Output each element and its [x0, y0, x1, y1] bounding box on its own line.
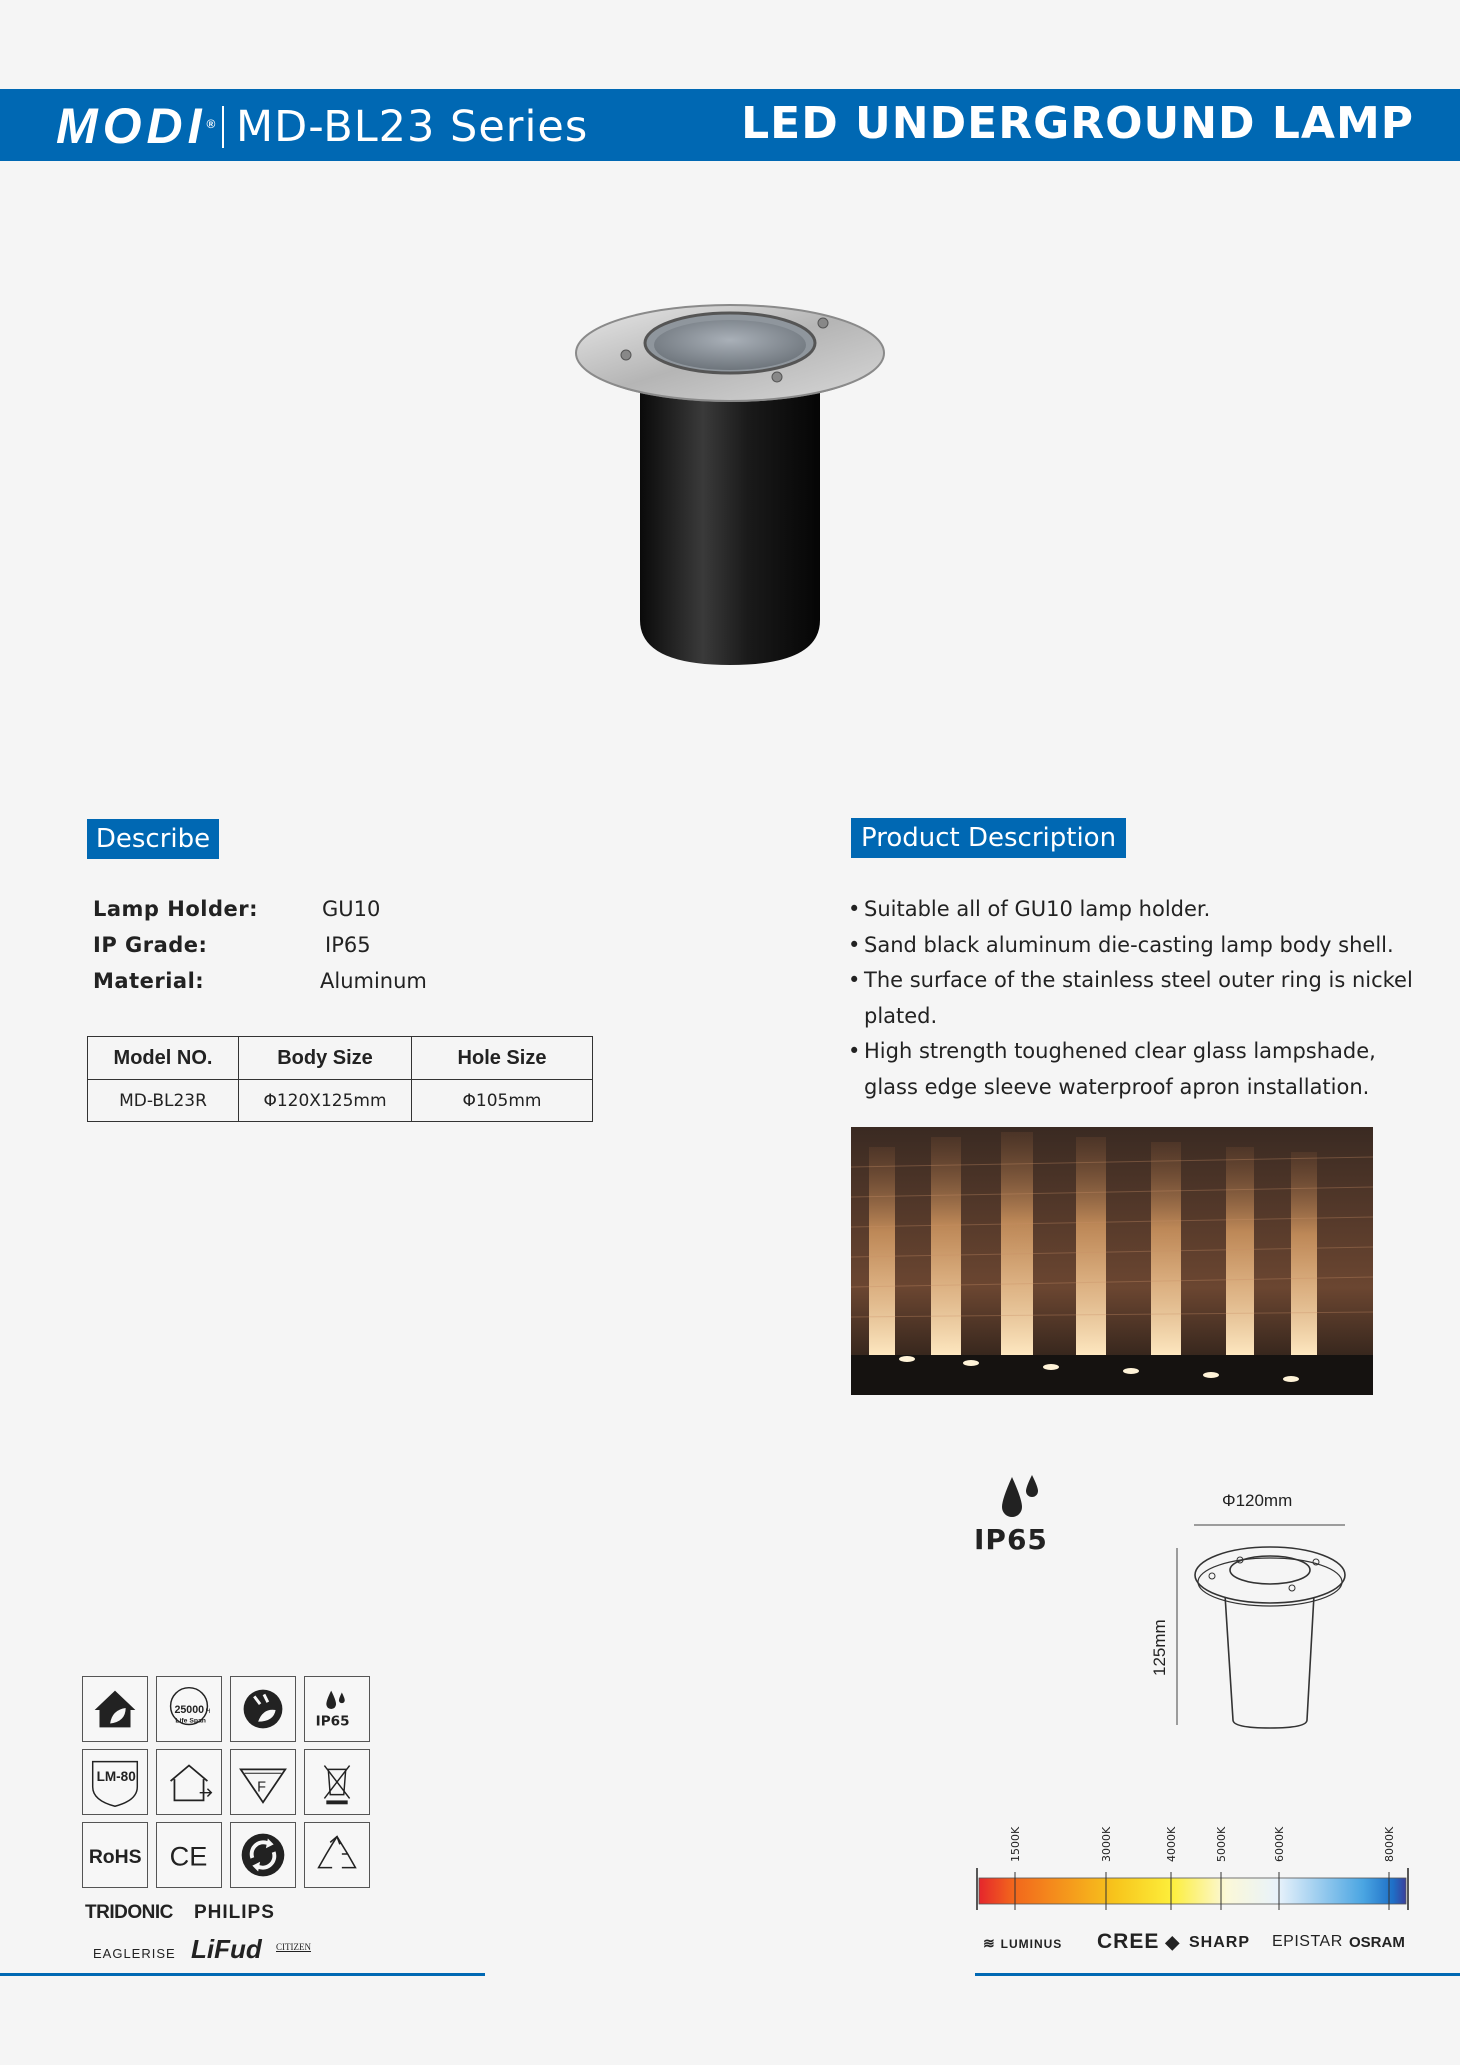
height-dimension: 125mm	[1150, 1619, 1169, 1676]
right-footer-line	[975, 1973, 1460, 1976]
color-temp-label: 4000K	[1165, 1826, 1178, 1862]
color-temperature-scale	[975, 1866, 1410, 1911]
brand-lifud: LiFud	[191, 1934, 262, 1964]
left-footer-line	[0, 1973, 485, 1976]
recycle-triangle-icon	[304, 1822, 370, 1888]
brand-osram: OSRAM	[1349, 1934, 1405, 1951]
lifespan-value: 25000	[174, 1703, 205, 1716]
water-drops-icon	[998, 1473, 1044, 1523]
brand-eaglerise: EAGLERISE	[93, 1946, 176, 1961]
describe-label: Describe	[87, 819, 219, 859]
color-temp-label: 6000K	[1273, 1826, 1286, 1862]
indoor-use-icon	[156, 1749, 222, 1815]
table-header: Model NO.	[88, 1037, 239, 1080]
page-title: LED UNDERGROUND LAMP	[741, 98, 1414, 149]
list-item: • The surface of the stainless steel outer ring is nickel plated.	[848, 963, 1418, 1034]
ip65-small-icon	[304, 1676, 370, 1742]
brand-citizen: CITIZEN	[276, 1942, 311, 1952]
svg-text:F: F	[257, 1779, 267, 1796]
table-cell: Φ120X125mm	[239, 1080, 412, 1122]
product-bullets	[848, 892, 1418, 1105]
brand-epistar: EPISTAR	[1272, 1933, 1343, 1950]
brand-philips: PHILIPS	[194, 1902, 275, 1923]
width-dimension: Φ120mm	[1222, 1491, 1293, 1510]
list-item: • Suitable all of GU10 lamp holder.	[848, 892, 1418, 928]
list-item: • High strength toughened clear glass lampshade, glass edge sleeve waterproof apron installation.	[848, 1034, 1418, 1105]
dimension-drawing	[1170, 1520, 1355, 1730]
lifespan-unit: H	[205, 1707, 211, 1715]
f-mark-icon	[230, 1749, 296, 1815]
eco-plug-icon	[230, 1676, 296, 1742]
house-leaf-icon	[82, 1676, 148, 1742]
rohs-text: RoHS	[88, 1845, 142, 1868]
table-header: Body Size	[239, 1037, 412, 1080]
product-description-label: Product Description	[851, 818, 1126, 858]
ce-text: CE	[169, 1840, 208, 1872]
weee-bin-icon	[304, 1749, 370, 1815]
table-row	[88, 1080, 593, 1122]
series-name: MD-BL23 Series	[236, 102, 589, 152]
rohs-icon	[82, 1822, 148, 1888]
table-header: Hole Size	[412, 1037, 593, 1080]
lm80-icon	[82, 1749, 148, 1815]
application-photo	[851, 1127, 1373, 1395]
brand-luminus: ≋ LUMINUS	[983, 1935, 1063, 1951]
brand-tridonic: TRIDONIC	[85, 1902, 173, 1923]
product-lamp-image	[570, 285, 890, 670]
ce-icon	[156, 1822, 222, 1888]
color-temp-label: 5000K	[1215, 1826, 1228, 1862]
color-temp-label: 8000K	[1383, 1826, 1396, 1862]
recycle-circle-icon	[230, 1822, 296, 1888]
ip65-small-text: IP65	[315, 1713, 350, 1730]
table-header-row	[88, 1037, 593, 1080]
table-cell: Φ105mm	[412, 1080, 593, 1122]
brand-cree: CREE ◆	[1097, 1930, 1181, 1953]
logo-divider	[222, 106, 224, 148]
lifespan-icon	[156, 1676, 222, 1742]
ip65-label: IP65	[974, 1523, 1048, 1556]
color-temp-label: 3000K	[1100, 1826, 1113, 1862]
lm80-text: LM-80	[96, 1769, 136, 1785]
spec-table	[87, 1036, 593, 1122]
lifespan-sub: Life Span	[175, 1717, 206, 1725]
brand-sharp: SHARP	[1189, 1934, 1251, 1951]
color-temp-label: 1500K	[1009, 1826, 1022, 1862]
list-item: • Sand black aluminum die-casting lamp body shell.	[848, 928, 1418, 964]
table-cell: MD-BL23R	[88, 1080, 239, 1122]
brand-logo: MODI®	[56, 98, 221, 154]
